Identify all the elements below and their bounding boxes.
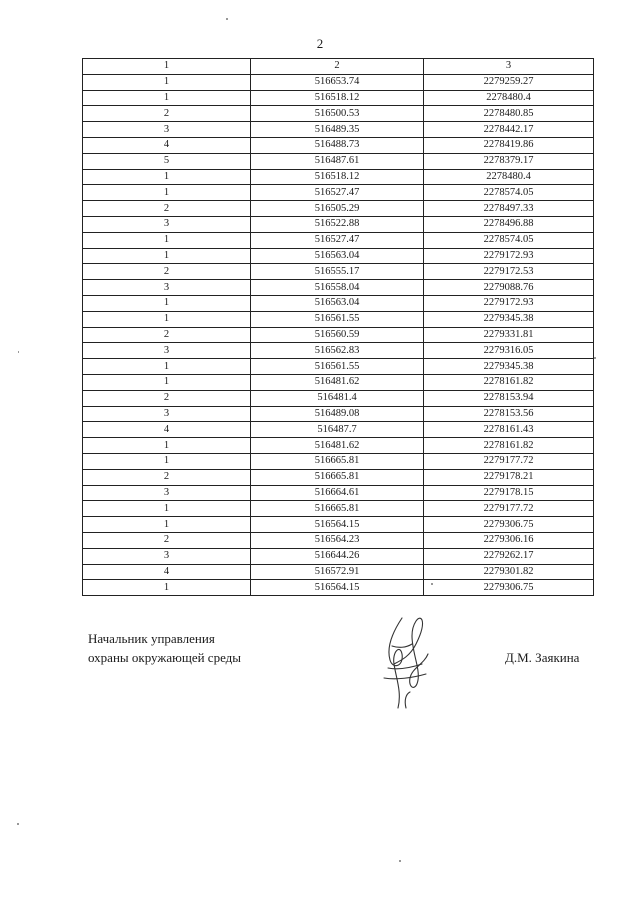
cell-y-coordinate: 2278419.86 bbox=[424, 137, 594, 153]
cell-y-coordinate: 2278161.82 bbox=[424, 438, 594, 454]
page-number: 2 bbox=[316, 36, 324, 51]
cell-y-coordinate: 2278480.85 bbox=[424, 106, 594, 122]
cell-y-coordinate: 2278574.05 bbox=[424, 185, 594, 201]
cell-y-coordinate: 2278161.43 bbox=[424, 422, 594, 438]
cell-point-number: 1 bbox=[83, 169, 251, 185]
cell-y-coordinate: 2278442.17 bbox=[424, 122, 594, 138]
signatory-name: Д.М. Заякина bbox=[505, 650, 580, 665]
cell-point-number: 3 bbox=[83, 485, 251, 501]
handwritten-signature bbox=[372, 608, 442, 720]
table-row bbox=[83, 564, 594, 580]
table-row bbox=[83, 264, 594, 280]
cell-y-coordinate: 2279345.38 bbox=[424, 311, 594, 327]
cell-point-number: 2 bbox=[83, 264, 251, 280]
cell-x-coordinate: 516558.04 bbox=[251, 280, 424, 296]
table-row bbox=[83, 469, 594, 485]
table-row bbox=[83, 106, 594, 122]
cell-y-coordinate: 2279178.21 bbox=[424, 469, 594, 485]
cell-point-number: 1 bbox=[83, 580, 251, 596]
cell-y-coordinate: 2278496.88 bbox=[424, 216, 594, 232]
cell-point-number: 1 bbox=[83, 248, 251, 264]
cell-y-coordinate: 2278153.56 bbox=[424, 406, 594, 422]
coordinates-table bbox=[82, 58, 594, 596]
cell-x-coordinate: 516561.55 bbox=[251, 311, 424, 327]
cell-point-number: 1 bbox=[83, 311, 251, 327]
cell-y-coordinate: 2279316.05 bbox=[424, 343, 594, 359]
cell-point-number: 3 bbox=[83, 406, 251, 422]
cell-point-number: 4 bbox=[83, 137, 251, 153]
cell-y-coordinate: 2279345.38 bbox=[424, 359, 594, 375]
cell-y-coordinate: 2279177.72 bbox=[424, 453, 594, 469]
cell-point-number: 3 bbox=[83, 216, 251, 232]
cell-point-number: 4 bbox=[83, 422, 251, 438]
signatory-title-line-2: охраны окружающей среды bbox=[88, 650, 242, 665]
scan-speck bbox=[18, 351, 19, 353]
table-row bbox=[83, 248, 594, 264]
cell-y-coordinate: 2279088.76 bbox=[424, 280, 594, 296]
cell-point-number: 1 bbox=[83, 185, 251, 201]
cell-x-coordinate: 516564.15 bbox=[251, 580, 424, 596]
table-row bbox=[83, 359, 594, 375]
cell-x-coordinate: 516563.04 bbox=[251, 295, 424, 311]
cell-point-number: 2 bbox=[83, 390, 251, 406]
cell-y-coordinate: 2279331.81 bbox=[424, 327, 594, 343]
coordinates-table-body bbox=[83, 59, 594, 596]
cell-y-coordinate: 2279306.16 bbox=[424, 532, 594, 548]
header-cell-point: 1 bbox=[83, 59, 251, 75]
cell-point-number: 2 bbox=[83, 106, 251, 122]
cell-x-coordinate: 516564.15 bbox=[251, 517, 424, 533]
scan-speck bbox=[431, 583, 433, 585]
table-row bbox=[83, 517, 594, 533]
cell-point-number: 2 bbox=[83, 201, 251, 217]
table-row bbox=[83, 422, 594, 438]
cell-y-coordinate: 2278379.17 bbox=[424, 153, 594, 169]
cell-x-coordinate: 516489.08 bbox=[251, 406, 424, 422]
table-row bbox=[83, 390, 594, 406]
table-row bbox=[83, 280, 594, 296]
cell-x-coordinate: 516488.73 bbox=[251, 137, 424, 153]
cell-y-coordinate: 2279177.72 bbox=[424, 501, 594, 517]
table-row bbox=[83, 169, 594, 185]
cell-x-coordinate: 516664.61 bbox=[251, 485, 424, 501]
table-row bbox=[83, 201, 594, 217]
cell-y-coordinate: 2278161.82 bbox=[424, 374, 594, 390]
cell-x-coordinate: 516653.74 bbox=[251, 74, 424, 90]
cell-point-number: 1 bbox=[83, 374, 251, 390]
table-header-row bbox=[83, 59, 594, 75]
cell-y-coordinate: 2278480.4 bbox=[424, 90, 594, 106]
cell-y-coordinate: 2278497.33 bbox=[424, 201, 594, 217]
cell-point-number: 3 bbox=[83, 280, 251, 296]
table-row bbox=[83, 327, 594, 343]
cell-x-coordinate: 516527.47 bbox=[251, 185, 424, 201]
cell-point-number: 1 bbox=[83, 453, 251, 469]
cell-y-coordinate: 2279306.75 bbox=[424, 580, 594, 596]
cell-point-number: 3 bbox=[83, 122, 251, 138]
cell-x-coordinate: 516487.7 bbox=[251, 422, 424, 438]
table-row bbox=[83, 374, 594, 390]
cell-point-number: 1 bbox=[83, 359, 251, 375]
table-row bbox=[83, 343, 594, 359]
cell-point-number: 3 bbox=[83, 343, 251, 359]
cell-point-number: 1 bbox=[83, 438, 251, 454]
table-row bbox=[83, 122, 594, 138]
cell-x-coordinate: 516665.81 bbox=[251, 469, 424, 485]
cell-y-coordinate: 2278480.4 bbox=[424, 169, 594, 185]
table-row bbox=[83, 438, 594, 454]
cell-x-coordinate: 516644.26 bbox=[251, 548, 424, 564]
cell-x-coordinate: 516487.61 bbox=[251, 153, 424, 169]
cell-point-number: 1 bbox=[83, 74, 251, 90]
cell-point-number: 1 bbox=[83, 232, 251, 248]
cell-x-coordinate: 516572.91 bbox=[251, 564, 424, 580]
cell-x-coordinate: 516564.23 bbox=[251, 532, 424, 548]
cell-x-coordinate: 516560.59 bbox=[251, 327, 424, 343]
cell-x-coordinate: 516563.04 bbox=[251, 248, 424, 264]
scan-speck bbox=[594, 357, 596, 359]
table-row bbox=[83, 485, 594, 501]
cell-x-coordinate: 516518.12 bbox=[251, 169, 424, 185]
cell-x-coordinate: 516561.55 bbox=[251, 359, 424, 375]
cell-x-coordinate: 516522.88 bbox=[251, 216, 424, 232]
cell-x-coordinate: 516481.4 bbox=[251, 390, 424, 406]
cell-point-number: 1 bbox=[83, 501, 251, 517]
cell-x-coordinate: 516518.12 bbox=[251, 90, 424, 106]
scan-speck bbox=[226, 18, 228, 20]
cell-y-coordinate: 2279178.15 bbox=[424, 485, 594, 501]
table-row bbox=[83, 406, 594, 422]
table-row bbox=[83, 153, 594, 169]
cell-point-number: 1 bbox=[83, 90, 251, 106]
cell-y-coordinate: 2278574.05 bbox=[424, 232, 594, 248]
table-row bbox=[83, 137, 594, 153]
cell-point-number: 3 bbox=[83, 548, 251, 564]
cell-point-number: 5 bbox=[83, 153, 251, 169]
scan-speck bbox=[399, 860, 401, 862]
table-row bbox=[83, 90, 594, 106]
table-row bbox=[83, 185, 594, 201]
cell-y-coordinate: 2279172.93 bbox=[424, 295, 594, 311]
cell-x-coordinate: 516481.62 bbox=[251, 438, 424, 454]
cell-x-coordinate: 516489.35 bbox=[251, 122, 424, 138]
cell-point-number: 1 bbox=[83, 517, 251, 533]
header-cell-y: 3 bbox=[424, 59, 594, 75]
scan-speck bbox=[17, 823, 19, 825]
cell-point-number: 1 bbox=[83, 295, 251, 311]
cell-x-coordinate: 516481.62 bbox=[251, 374, 424, 390]
cell-y-coordinate: 2278153.94 bbox=[424, 390, 594, 406]
cell-y-coordinate: 2279172.93 bbox=[424, 248, 594, 264]
table-row bbox=[83, 580, 594, 596]
cell-x-coordinate: 516665.81 bbox=[251, 453, 424, 469]
cell-point-number: 2 bbox=[83, 327, 251, 343]
table-row bbox=[83, 311, 594, 327]
cell-x-coordinate: 516562.83 bbox=[251, 343, 424, 359]
signatory-title bbox=[88, 629, 241, 667]
cell-point-number: 4 bbox=[83, 564, 251, 580]
cell-y-coordinate: 2279262.17 bbox=[424, 548, 594, 564]
cell-y-coordinate: 2279259.27 bbox=[424, 74, 594, 90]
table-row bbox=[83, 548, 594, 564]
cell-x-coordinate: 516500.53 bbox=[251, 106, 424, 122]
table-row bbox=[83, 295, 594, 311]
table-row bbox=[83, 453, 594, 469]
cell-point-number: 2 bbox=[83, 469, 251, 485]
cell-y-coordinate: 2279172.53 bbox=[424, 264, 594, 280]
cell-y-coordinate: 2279306.75 bbox=[424, 517, 594, 533]
cell-point-number: 2 bbox=[83, 532, 251, 548]
table-row bbox=[83, 232, 594, 248]
cell-x-coordinate: 516527.47 bbox=[251, 232, 424, 248]
table-row bbox=[83, 532, 594, 548]
header-cell-x: 2 bbox=[251, 59, 424, 75]
table-row bbox=[83, 216, 594, 232]
signatory-title-line-1: Начальник управления bbox=[88, 631, 215, 646]
table-row bbox=[83, 74, 594, 90]
cell-x-coordinate: 516505.29 bbox=[251, 201, 424, 217]
table-row bbox=[83, 501, 594, 517]
cell-x-coordinate: 516555.17 bbox=[251, 264, 424, 280]
cell-x-coordinate: 516665.81 bbox=[251, 501, 424, 517]
cell-y-coordinate: 2279301.82 bbox=[424, 564, 594, 580]
